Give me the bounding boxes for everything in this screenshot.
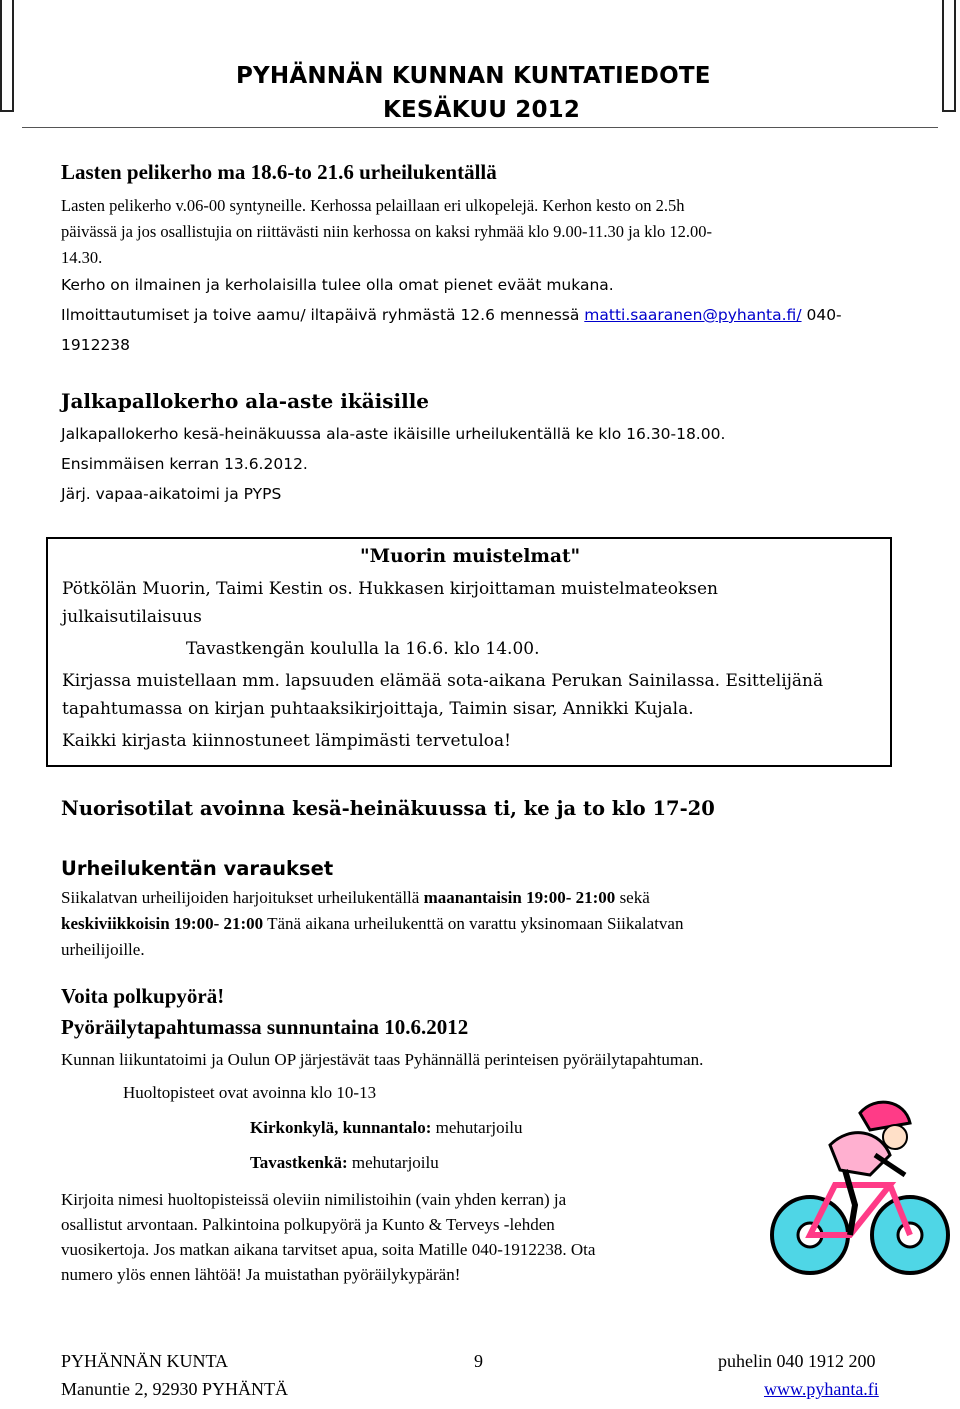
urheilukentta-text-c: sekä: [615, 888, 650, 907]
kirkonkyla-value: mehutarjoilu: [431, 1118, 523, 1137]
header-divider: [22, 127, 938, 128]
pelikerho-text: [61, 193, 921, 271]
tavastkenka-line: [250, 1153, 439, 1173]
pyorailytapahtuma-title: Pyöräilytapahtumassa sunnuntaina 10.6.2012: [61, 1015, 469, 1039]
pelikerho-line: 14.30.: [61, 248, 103, 267]
urheilukentta-line: urheilijoille.: [61, 940, 145, 959]
muori-line: Kirjassa muistellaan mm. lapsuuden elämää sota-aikana Perukan Sainilassa. Esittelijänä: [62, 671, 824, 691]
muori-line: Tavastkengän koululla la 16.6. klo 14.00.: [186, 639, 540, 659]
polkupyora-line: osallistut arvontaan. Palkintoina polkupyörä ja Kunto & Terveys -lehden: [61, 1215, 555, 1234]
urheilukentta-line: [61, 911, 921, 937]
kirkonkyla-label: Kirkonkylä, kunnantalo:: [250, 1118, 432, 1137]
muori-line: Pötkölän Muorin, Taimi Kestin os. Hukkasen kirjoittaman muistelmateoksen: [62, 579, 718, 599]
muori-line: tapahtumassa on kirjan puhtaaksikirjoittaja, Taimin sisar, Annikki Kujala.: [62, 699, 694, 719]
urheilukentta-text-b: Tänä aikana urheilukenttä on varattu yksinomaan Siikalatvan: [263, 914, 684, 933]
kirkonkyla-line: [250, 1118, 523, 1138]
urheilukentta-line: [61, 885, 921, 911]
pelikerho-line: päivässä ja jos osallistujia on riittävästi niin kerhossa on kaksi ryhmää klo 9.00-11.30 ja klo 12.00-: [61, 222, 713, 241]
polkupyora-line: Kirjoita nimesi huoltopisteissä oleviin nimilistoihin (vain yhden kerran) ja: [61, 1190, 567, 1209]
huoltopisteet-text: Huoltopisteet ovat avoinna klo 10-13: [123, 1083, 377, 1102]
pelikerho-signup-line: [61, 300, 921, 330]
footer-address: Manuntie 2, 92930 PYHÄNTÄ: [61, 1379, 288, 1399]
tavastkenka-label: Tavastkenkä:: [250, 1153, 348, 1172]
urheilukentta-wednesday: keskiviikkoisin 19:00- 21:00: [61, 914, 264, 933]
muori-line: julkaisutilaisuus: [62, 607, 202, 627]
urheilukentta-monday: maanantaisin 19:00- 21:00: [423, 888, 616, 907]
jalkapallo-line: Jalkapallokerho kesä-heinäkuussa ala-aste ikäisille urheilukentällä ke klo 16.30-18.00.: [61, 425, 726, 443]
urheilukentta-title: Urheilukentän varaukset: [61, 857, 334, 880]
muori-title: "Muorin muistelmat": [360, 546, 581, 567]
footer-municipality: PYHÄNNÄN KUNTA: [61, 1351, 229, 1371]
polkupyora-intro: Kunnan liikuntatoimi ja Oulun OP järjestävät taas Pyhännällä perinteisen pyöräilytapahtuman.: [61, 1050, 704, 1069]
muori-line: Kaikki kirjasta kiinnostuneet lämpimästi tervetuloa!: [62, 731, 511, 751]
polkupyora-paragraph: [61, 1187, 761, 1287]
jalkapallo-text: [61, 419, 921, 509]
left-binder-tab: [0, 0, 14, 112]
urheilukentta-text-a: Siikalatvan urheilijoiden harjoitukset urheilukentällä: [61, 888, 424, 907]
jalkapallo-title: Jalkapallokerho ala-aste ikäisille: [61, 389, 430, 413]
footer-phone: puhelin 040 1912 200: [718, 1351, 876, 1371]
nuorisotilat-title: Nuorisotilat avoinna kesä-heinäkuussa ti, ke ja to klo 17-20: [61, 797, 715, 820]
right-binder-tab: [942, 0, 956, 112]
pelikerho-line: Lasten pelikerho v.06-00 syntyneille. Kerhossa pelaillaan eri ulkopelejä. Kerhon kesto on 2.5h: [61, 196, 685, 215]
polkupyora-line: numero ylös ennen lähtöä! Ja muistathan pyöräilykypärän!: [61, 1265, 461, 1284]
polkupyora-line: vuosikertoja. Jos matkan aikana tarvitset apua, soita Matille 040-1912238. Ota: [61, 1240, 596, 1259]
pelikerho-signup-text: Ilmoittautumiset ja toive aamu/ iltapäivä ryhmästä 12.6 mennessä: [61, 306, 585, 324]
tavastkenka-value: mehutarjoilu: [347, 1153, 439, 1172]
pelikerho-text-sans: [61, 270, 921, 360]
footer-page-number: 9: [474, 1351, 483, 1371]
pelikerho-line: 1912238: [61, 336, 131, 354]
jalkapallo-line: Järj. vapaa-aikatoimi ja PYPS: [61, 485, 282, 503]
cyclist-clipart-icon: [760, 1085, 960, 1285]
footer-website-link[interactable]: www.pyhanta.fi: [764, 1379, 879, 1399]
header-title: PYHÄNNÄN KUNNAN KUNTATIEDOTE: [236, 63, 711, 89]
pelikerho-line: Kerho on ilmainen ja kerholaisilla tulee olla omat pienet eväät mukana.: [61, 276, 614, 294]
jalkapallo-line: Ensimmäisen kerran 13.6.2012.: [61, 455, 308, 473]
pelikerho-title: Lasten pelikerho ma 18.6-to 21.6 urheilukentällä: [61, 160, 497, 184]
polkupyora-title: Voita polkupyörä!: [61, 984, 225, 1008]
urheilukentta-text: [61, 885, 921, 963]
email-link[interactable]: matti.saaranen@pyhanta.fi/: [584, 306, 802, 324]
muori-text: [62, 575, 882, 755]
pelikerho-signup-phone: 040-: [801, 306, 842, 324]
header-date: KESÄKUU 2012: [383, 97, 581, 123]
